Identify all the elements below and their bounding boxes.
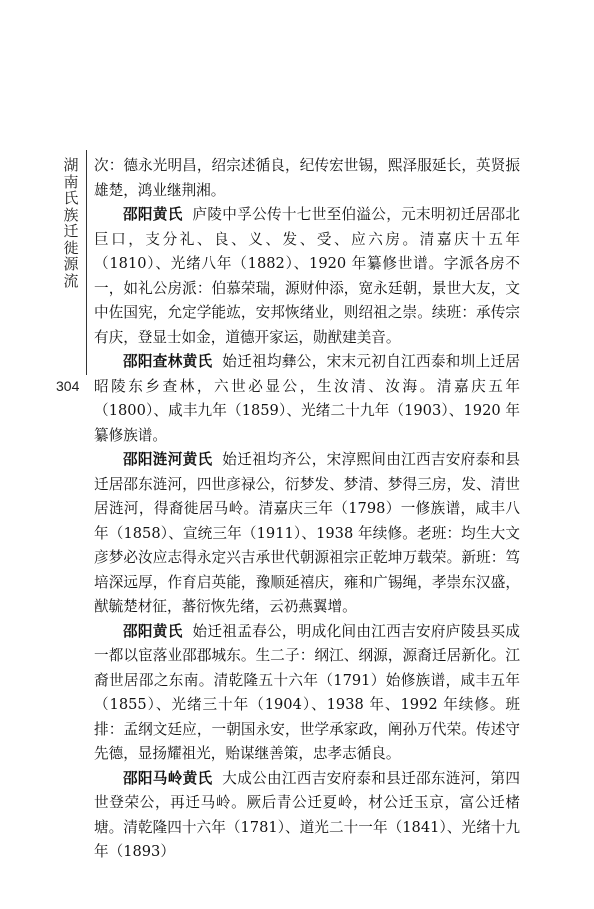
page-number: 304: [56, 378, 80, 394]
book-title-char: 南: [63, 172, 79, 191]
paragraph-text: 大成公由江西吉安府泰和县迁邵东涟河，第四世登荣公，再迁马岭。厥后青公迁夏岭，材公迁玉京，富公迁楮塘。清乾隆四十六年（1781）、道光二十一年（1841）、光绪十九年（1893）: [94, 769, 520, 860]
book-title-char: 流: [63, 271, 79, 290]
paragraph-text: 始迁祖均彝公，宋末元初自江西泰和圳上迁居昭陵东乡查林，六世必显公，生汝清、汝海。清嘉庆五年（1800）、咸丰九年（1859）、光绪二十九年（1903）、1920 年纂修族谱。: [94, 353, 520, 444]
paragraph-entry: [94, 203, 520, 350]
paragraph-entry: [94, 448, 520, 620]
book-title-char: 徙: [63, 238, 79, 257]
book-title-char: 迁: [63, 222, 79, 240]
margin-divider: [86, 150, 87, 375]
paragraph-text: 庐陵中孚公传十七世至伯溢公，元末明初迁居邵北巨口，支分礼、良、义、发、受、应六房。清嘉庆十五年（1810）、光绪八年（1882）、1920 年纂修世谱。字派各房不一，如礼公房派：伯慕荣瑞，源财仲添，宽永廷朝，景世大友，文中佐国宪，允定学能竑，安邦恢绪业，则绍祖之崇。续班：承传宗有庆，登显士如金，道德开家运，勋猷建美音。: [94, 206, 520, 346]
book-title-char: 源: [63, 255, 79, 273]
entry-heading: 邵阳查林黄氏: [123, 353, 213, 370]
entry-heading: 邵阳涟河黄氏: [123, 451, 213, 468]
book-title-char: 氏: [63, 189, 79, 207]
paragraph-text: 始迁祖均齐公，宋淳熙间由江西吉安府泰和县迁居邵东涟河，四世彦禄公，衍梦发、梦清、梦得三房，发、清世居涟河，得裔徙居马岭。清嘉庆三年（1798）一修族谱，咸丰八年（1858）、宣统三年（1911）、1938 年续修。老班：均生大文彦梦必汝应志得永定兴吉承世代朝源祖宗正乾坤万载荣。新班：笃培深远厚，作育启英能，豫顺延禧庆，雍和广锡绳，孝崇东汉盛，猷毓楚材征，蕃衍恢先绪，云礽燕翼增。: [94, 451, 520, 615]
entry-heading: 邵阳黄氏: [123, 206, 183, 223]
paragraph-continuation: [94, 154, 520, 203]
book-title-char: 湖: [63, 156, 79, 174]
paragraph-entry: [94, 350, 520, 448]
page-body: [94, 154, 520, 865]
book-title-char: 族: [63, 205, 79, 224]
entry-heading: 邵阳黄氏: [123, 622, 183, 640]
paragraph-text: 次：德永光明昌，绍宗述循良，纪传宏世锡，熙泽服延长，英贤振雄楚，鸿业继荆湘。: [94, 157, 520, 199]
entry-heading: 邵阳马岭黄氏: [123, 769, 213, 787]
book-title-vertical: [62, 157, 80, 289]
paragraph-entry: [94, 767, 520, 865]
paragraph-text: 始迁祖孟春公，明成化间由江西吉安府庐陵县买成一都以宦落业邵郡城东。生二子：纲江、纲源，源裔迁居新化。江裔世居邵之东南。清乾隆五十六年（1791）始修族谱，咸丰五年（1855）、光绪三十年（1904）、1938 年、1992 年续修。班排：孟纲文廷应，一朝国永安，世学承家政，阐孙万代荣。传述守先德，显扬耀祖光，贻谋继善策，忠孝志循良。: [94, 622, 520, 762]
paragraph-entry: [94, 620, 520, 767]
